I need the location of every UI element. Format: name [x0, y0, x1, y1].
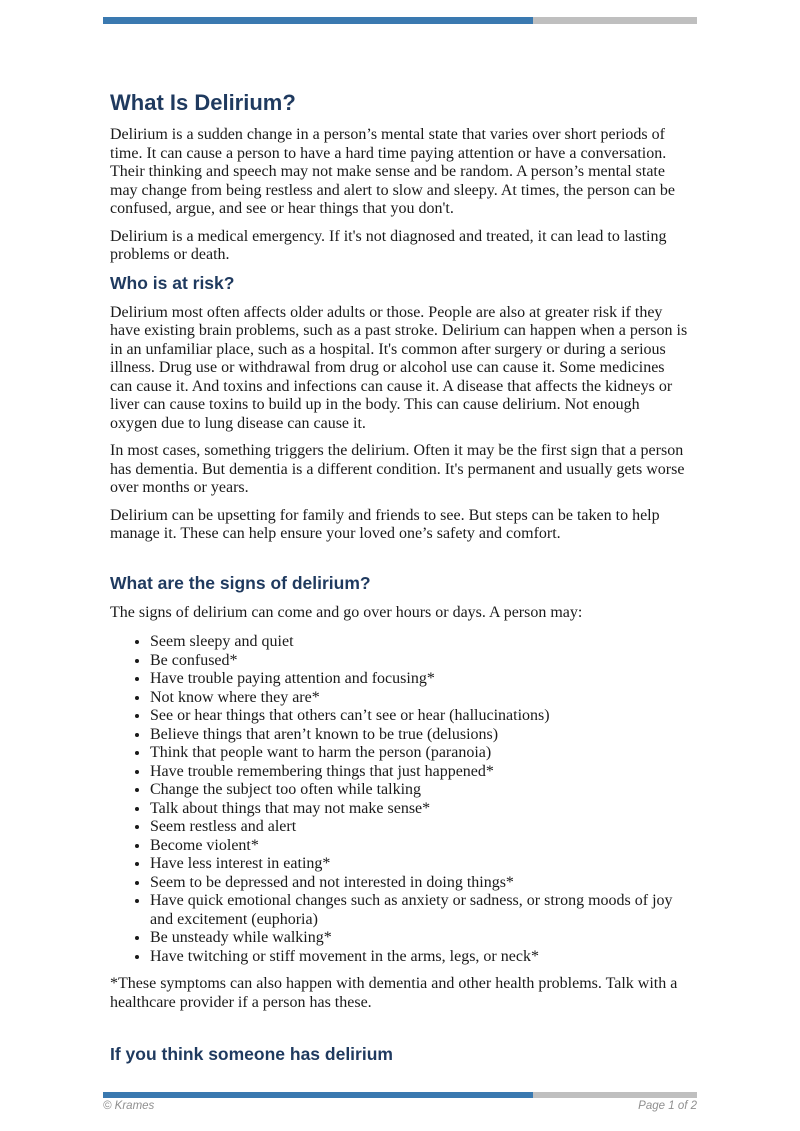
signs-list-item: • Have less interest in eating* [150, 855, 690, 874]
section-heading-who-is-at-risk: Who is at risk? [110, 272, 235, 293]
page-title: What Is Delirium? [110, 90, 296, 115]
footer-page-number: Page 1 of 2 [638, 1100, 697, 1112]
signs-footnote: *These symptoms can also happen with dementia and other health problems. Talk with a healthcare provider if a person has these. [110, 975, 678, 1011]
intro-paragraph-1: Delirium is a sudden change in a person’s mental state that varies over short periods of time. It can cause a person to have a hard time paying attention or have a conversation. Their thinking and speech may not make sense and be random. A person’s mental state may change from being restless and alert to slow and sleepy. At times, the person can be confused, argue, and see or hear things that you don't. [110, 126, 676, 217]
signs-list-item: • Believe things that aren’t known to be true (delusions) [150, 726, 690, 745]
signs-list-item: • Talk about things that may not make sense* [150, 800, 690, 819]
intro-paragraph-2: Delirium is a medical emergency. If it's not diagnosed and treated, it can lead to lasting problems or death. [110, 227, 667, 263]
signs-list [110, 633, 690, 966]
section-heading-if-you-think-someone-has-delirium: If you think someone has delirium [110, 1044, 393, 1064]
section-heading-signs-of-delirium: What are the signs of delirium? [110, 572, 371, 593]
signs-list-item: • Seem to be depressed and not interested in doing things* [150, 874, 690, 893]
signs-intro: The signs of delirium can come and go over hours or days. A person may: [110, 603, 583, 621]
signs-list-item: • Seem sleepy and quiet [150, 633, 690, 652]
signs-list-item: • Seem restless and alert [150, 818, 690, 837]
signs-list-item: • Be unsteady while walking* [150, 929, 690, 948]
signs-list-item: • See or hear things that others can’t see or hear (hallucinations) [150, 707, 690, 726]
signs-list-item: • Think that people want to harm the person (paranoia) [150, 744, 690, 763]
document-content [110, 0, 690, 1066]
who-paragraph-3: Delirium can be upsetting for family and friends to see. But steps can be taken to help manage it. These can help ensure your loved one’s safety and comfort. [110, 506, 660, 542]
footer [103, 1100, 697, 1112]
who-paragraph-2: In most cases, something triggers the delirium. Often it may be the first sign that a person has dementia. But dementia is a different condition. It's permanent and usually gets worse over months or years. [110, 442, 685, 496]
who-paragraph-1: Delirium most often affects older adults or those. People are also at greater risk if they have existing brain problems, such as a past stroke. Delirium can happen when a person is in an unfamiliar place, such as a hospital. It's common after surgery or during a serious illness. Drug use or withdrawal from drug or alcohol use can cause it. Some medicines can cause it. And toxins and infections can cause it. A disease that affects the kidneys or liver can cause toxins to build up in the body. This can cause delirium. Not enough oxygen due to lung disease can cause it. [110, 303, 688, 432]
signs-list-item: • Change the subject too often while talking [150, 781, 690, 800]
signs-list-item: • Not know where they are* [150, 689, 690, 708]
signs-list-item: • Become violent* [150, 837, 690, 856]
signs-list-item: • Be confused* [150, 652, 690, 671]
signs-list-item: • Have twitching or stiff movement in the arms, legs, or neck* [150, 948, 690, 967]
signs-list-item: • Have trouble remembering things that just happened* [150, 763, 690, 782]
signs-list-item: • Have trouble paying attention and focusing* [150, 670, 690, 689]
signs-list-item: • Have quick emotional changes such as anxiety or sadness, or strong moods of joy and excitement (euphoria) [150, 892, 690, 929]
bottom-accent-bar [103, 1092, 697, 1098]
footer-copyright: © Krames [103, 1100, 155, 1112]
bottom-accent-bar-blue-segment [103, 1092, 533, 1098]
